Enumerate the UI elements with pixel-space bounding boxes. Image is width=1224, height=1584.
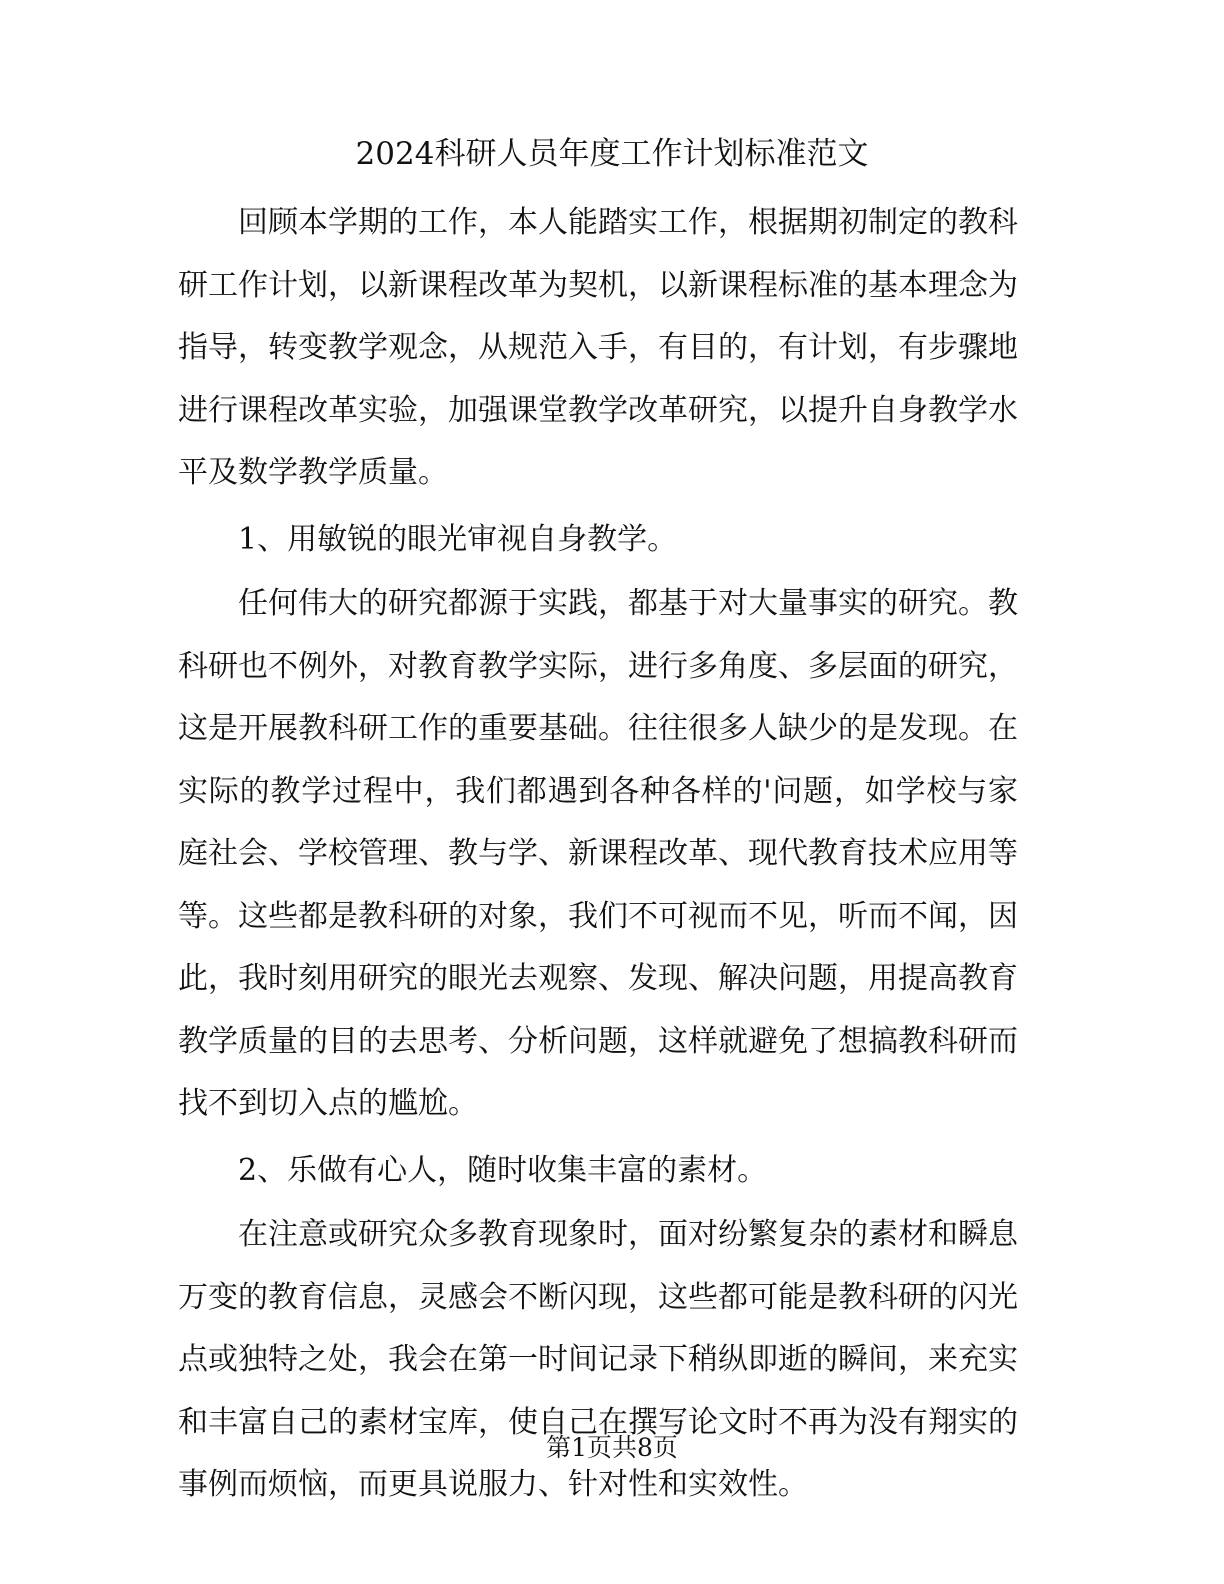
- document-title: 2024科研人员年度工作计划标准范文: [355, 136, 869, 172]
- paragraph-section-2: 在注意或研究众多教育现象时，面对纷繁复杂的素材和瞬息万变的教育信息，灵感会不断闪现，这些都可能是教科研的闪光点或独特之处，我会在第一时间记录下稍纵即逝的瞬间，来充实和丰富自己的素材宝库，使自己在撰写论文时不再为没有翔实的事例而烦恼，而更具说服力、针对性和实效性。: [178, 1217, 1018, 1502]
- paragraph-section-1: 任何伟大的研究都源于实践，都基于对大量事实的研究。教科研也不例外，对教育教学实际，进行多角度、多层面的研究，这是开展教科研工作的重要基础。往往很多人缺少的是发现。在实际的教学过程中，我们都遇到各种各样的'问题，如学校与家庭社会、学校管理、教与学、新课程改革、现代教育技术应用等等。这些都是教科研的对象，我们不可视而不见，听而不闻，因此，我时刻用研究的眼光去观察、发现、解决问题，用提高教育教学质量的目的去思考、分析问题，这样就避免了想搞教科研而找不到切入点的尴尬。: [178, 586, 1018, 1121]
- section-heading-2: 2、乐做有心人，随时收集丰富的素材。: [238, 1152, 768, 1188]
- page-number-footer: 第1页共8页: [546, 1433, 678, 1462]
- section-heading-1: 1、用敏锐的眼光审视自身教学。: [238, 521, 678, 557]
- paragraph-intro: 回顾本学期的工作，本人能踏实工作，根据期初制定的教科研工作计划，以新课程改革为契机，以新课程标准的基本理念为指导，转变教学观念，从规范入手，有目的，有计划，有步骤地进行课程改革实验，加强课堂教学改革研究，以提升自身教学水平及数学教学质量。: [178, 205, 1018, 490]
- document-body: [178, 192, 1018, 1517]
